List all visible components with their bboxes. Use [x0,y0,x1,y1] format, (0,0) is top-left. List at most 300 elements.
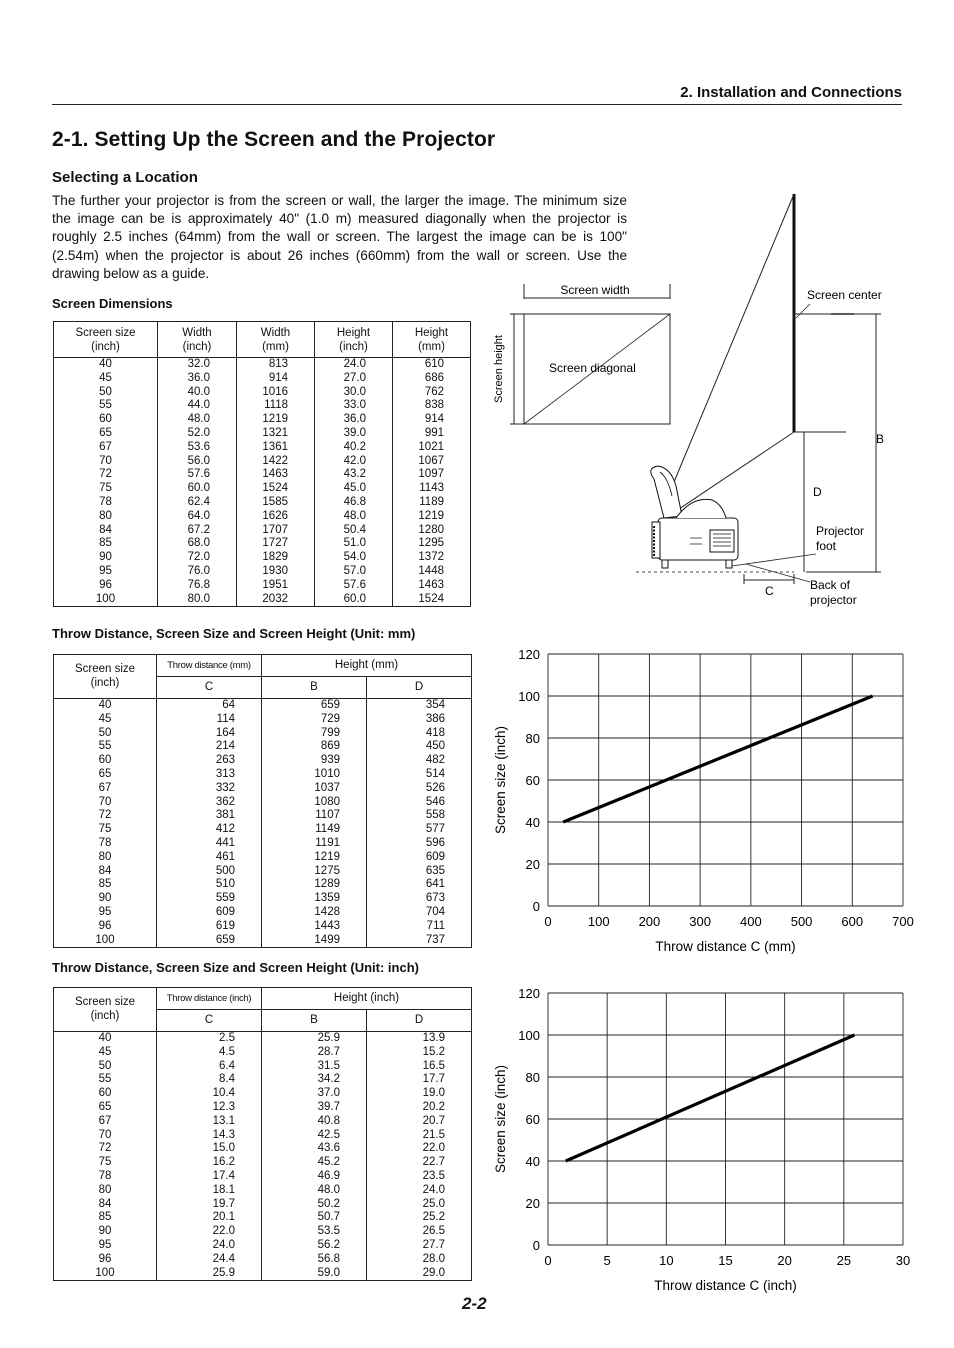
table-cell: 1524 [237,482,315,496]
back-of-projector-pointer [746,564,810,582]
header-cell: Height (mm) [393,322,471,358]
header-screen-size: Screen size (inch) [54,655,157,699]
header-throw-distance: Throw distance (mm) [157,655,262,677]
table-cell: 500 [157,865,262,879]
projector-foot-label: Projector foot [816,524,865,553]
table-row [54,699,472,713]
series-line [563,696,872,822]
table-cell: 60 [54,413,158,427]
table-cell: 635 [367,865,472,879]
table-cell: 1626 [237,510,315,524]
table-cell: 50.4 [315,524,393,538]
table-cell: 27.7 [367,1239,472,1253]
table-cell: 96 [54,920,157,934]
table-cell: 90 [54,1225,157,1239]
screen-illustration [493,283,670,424]
installation-diagram [486,186,906,616]
table-cell: 90 [54,892,157,906]
x-tick-label: 15 [718,1253,733,1268]
table-cell: 1359 [262,892,367,906]
table-row [54,358,471,372]
y-tick-label: 100 [518,1028,540,1043]
table-cell: 40.2 [315,441,393,455]
table-cell: 596 [367,837,472,851]
header-c: C [157,677,262,699]
table-row [54,796,472,810]
table-cell: 418 [367,727,472,741]
table-cell: 72 [54,809,157,823]
table-cell: 46.9 [262,1170,367,1184]
table-row [54,851,472,865]
table-cell: 42.0 [315,455,393,469]
table-cell: 39.7 [262,1101,367,1115]
x-tick-label: 400 [740,914,762,929]
header-cell: Height (inch) [315,322,393,358]
table-cell: 34.2 [262,1073,367,1087]
throw-distance-inch-table [53,987,472,1281]
table-cell: 386 [367,713,472,727]
table-row [54,1060,472,1074]
table-row [54,727,472,741]
table-cell: 85 [54,1211,157,1225]
table-cell: 78 [54,496,158,510]
table-cell: 40.8 [262,1115,367,1129]
header-cell: Width (mm) [237,322,315,358]
table-cell: 1016 [237,386,315,400]
table-cell: 30.0 [315,386,393,400]
table-cell: 729 [262,713,367,727]
table-cell: 838 [393,399,471,413]
projection-ray-top [664,194,794,506]
back-of-projector-label: Back of projector [810,578,857,607]
table-row [54,1073,472,1087]
table-cell: 16.5 [367,1060,472,1074]
table-row [54,372,471,386]
table-cell: 57.6 [158,468,237,482]
table-cell: 1707 [237,524,315,538]
table-cell: 80 [54,510,158,524]
x-tick-label: 25 [836,1253,852,1268]
table-cell: 24.4 [157,1253,262,1267]
table-cell: 53.5 [262,1225,367,1239]
table-cell: 24.0 [315,358,393,372]
table-cell: 56.0 [158,455,237,469]
table-row [54,1225,472,1239]
table-cell: 762 [393,386,471,400]
table-cell: 26.5 [367,1225,472,1239]
table-cell: 78 [54,837,157,851]
table-cell: 46.8 [315,496,393,510]
table-cell: 22.0 [157,1225,262,1239]
table-row [54,579,471,593]
table-cell: 25.0 [367,1198,472,1212]
table-row [54,455,471,469]
table-cell: 461 [157,851,262,865]
table-cell: 43.2 [315,468,393,482]
table-cell: 67 [54,1115,157,1129]
table-cell: 67.2 [158,524,237,538]
x-tick-label: 20 [777,1253,792,1268]
y-tick-label: 120 [518,647,540,662]
x-tick-label: 700 [892,914,914,929]
header-d: D [367,1010,472,1032]
table-row [54,1184,472,1198]
table-row [54,920,472,934]
table-cell: 4.5 [157,1046,262,1060]
table-cell: 313 [157,768,262,782]
table-cell: 619 [157,920,262,934]
table-cell: 1295 [393,537,471,551]
table-cell: 20.1 [157,1211,262,1225]
dimension-d-label: D [813,485,822,499]
header-b: B [262,677,367,699]
table-row [54,551,471,565]
table-cell: 991 [393,427,471,441]
dimensions-table-caption: Screen Dimensions [52,296,173,311]
table-cell: 50.7 [262,1211,367,1225]
table-row [54,524,471,538]
table-cell: 70 [54,455,158,469]
table-cell: 84 [54,524,158,538]
table-cell: 48.0 [262,1184,367,1198]
table-cell: 50 [54,1060,157,1074]
table-row [54,386,471,400]
table-cell: 1585 [237,496,315,510]
table-cell: 24.0 [157,1239,262,1253]
table-cell: 412 [157,823,262,837]
table-cell: 33.0 [315,399,393,413]
y-tick-label: 80 [525,1070,540,1085]
screen-height-label: Screen height [493,335,505,403]
table-cell: 362 [157,796,262,810]
table-cell: 50 [54,386,158,400]
table-cell: 2.5 [157,1032,262,1046]
table-cell: 44.0 [158,399,237,413]
table-cell: 1448 [393,565,471,579]
table-cell: 15.0 [157,1142,262,1156]
table-cell: 21.5 [367,1129,472,1143]
table-cell: 546 [367,796,472,810]
table-cell: 20.2 [367,1101,472,1115]
table-cell: 17.4 [157,1170,262,1184]
table-row [54,1032,472,1046]
table-cell: 1149 [262,823,367,837]
table-cell: 1021 [393,441,471,455]
table-cell: 76.8 [158,579,237,593]
header-cell: Width (inch) [158,322,237,358]
x-tick-label: 600 [841,914,864,929]
table-cell: 22.7 [367,1156,472,1170]
throw-distance-mm-table [53,654,472,948]
table-cell: 100 [54,593,158,607]
table-cell: 813 [237,358,315,372]
table-cell: 1428 [262,906,367,920]
table-cell: 84 [54,865,157,879]
table-cell: 737 [367,934,472,948]
table-cell: 1422 [237,455,315,469]
table-cell: 450 [367,740,472,754]
throw-inch-table-caption: Throw Distance, Screen Size and Screen Height (Unit: inch) [52,960,419,975]
table-cell: 56.2 [262,1239,367,1253]
table-cell: 23.5 [367,1170,472,1184]
table-cell: 95 [54,906,157,920]
table-cell: 15.2 [367,1046,472,1060]
table-cell: 70 [54,1129,157,1143]
table-cell: 65 [54,1101,157,1115]
x-tick-label: 30 [895,1253,911,1268]
screen-center-pointer [796,304,810,318]
y-tick-label: 100 [518,689,540,704]
table-row [54,1198,472,1212]
table-cell: 59.0 [262,1267,367,1281]
table-cell: 609 [157,906,262,920]
table-cell: 62.4 [158,496,237,510]
table-row [54,537,471,551]
table-cell: 659 [262,699,367,713]
table-cell: 85 [54,878,157,892]
header-rule [52,104,902,105]
table-row [54,837,472,851]
table-row [54,1115,472,1129]
table-row [54,1211,472,1225]
table-cell: 76.0 [158,565,237,579]
screen-center-label: Screen center [807,288,882,302]
x-axis-label: Throw distance C (inch) [654,1278,797,1293]
table-row [54,593,471,607]
page-title: 2-1. Setting Up the Screen and the Projector [52,128,496,151]
table-cell: 1080 [262,796,367,810]
x-tick-label: 300 [689,914,711,929]
table-row [54,892,472,906]
table-cell: 914 [237,372,315,386]
table-cell: 25.9 [157,1267,262,1281]
header-height: Height (mm) [262,655,472,677]
intro-paragraph: The further your projector is from the screen or wall, the larger the image. The minimum size the image can be is approximately 40" (1.0 m) measured diagonally when the projector is roughly 2.5 inches (64mm) from the wall or screen. The largest the image can be is 100" (2.54m) when the projector is about 26 inches (660mm) from the wall or screen. Use the drawing below as a guide. [52,193,627,281]
table-cell: 60.0 [315,593,393,607]
table-cell: 114 [157,713,262,727]
table-cell: 1372 [393,551,471,565]
x-tick-label: 100 [587,914,610,929]
y-tick-label: 20 [525,1196,540,1211]
table-row [54,906,472,920]
projection-ray-bottom [676,432,794,511]
table-cell: 1463 [393,579,471,593]
table-cell: 40.0 [158,386,237,400]
table-cell: 1280 [393,524,471,538]
table-cell: 28.0 [367,1253,472,1267]
table-cell: 8.4 [157,1073,262,1087]
table-cell: 1191 [262,837,367,851]
table-cell: 332 [157,782,262,796]
table-row [54,1170,472,1184]
table-cell: 64.0 [158,510,237,524]
table-cell: 482 [367,754,472,768]
table-cell: 19.7 [157,1198,262,1212]
table-cell: 12.3 [157,1101,262,1115]
table-cell: 1143 [393,482,471,496]
table-cell: 869 [262,740,367,754]
table-cell: 1219 [262,851,367,865]
section-header: 2. Installation and Connections [680,84,902,101]
table-cell: 48.0 [158,413,237,427]
table-cell: 57.6 [315,579,393,593]
table-cell: 40 [54,358,158,372]
table-cell: 2032 [237,593,315,607]
table-cell: 100 [54,934,157,948]
table-cell: 673 [367,892,472,906]
table-cell: 1219 [393,510,471,524]
table-cell: 25.9 [262,1032,367,1046]
table-cell: 45 [54,372,158,386]
table-row [54,768,472,782]
y-tick-label: 60 [525,773,540,788]
table-cell: 22.0 [367,1142,472,1156]
table-cell: 53.6 [158,441,237,455]
throw-mm-table-caption: Throw Distance, Screen Size and Screen Height (Unit: mm) [52,626,416,641]
table-cell: 54.0 [315,551,393,565]
table-cell: 1219 [237,413,315,427]
table-cell: 70 [54,796,157,810]
y-tick-label: 120 [518,986,540,1001]
table-cell: 56.8 [262,1253,367,1267]
table-cell: 50.2 [262,1198,367,1212]
projector-icon [636,466,794,572]
screen-diagonal-label: Screen diagonal [549,361,636,375]
table-cell: 1275 [262,865,367,879]
table-cell: 17.7 [367,1073,472,1087]
table-cell: 1361 [237,441,315,455]
table-cell: 441 [157,837,262,851]
table-cell: 75 [54,1156,157,1170]
table-cell: 1321 [237,427,315,441]
table-cell: 80 [54,851,157,865]
table-cell: 52.0 [158,427,237,441]
table-cell: 610 [393,358,471,372]
header-d: D [367,677,472,699]
table-cell: 526 [367,782,472,796]
header-screen-size: Screen size (inch) [54,988,157,1032]
table-row [54,1156,472,1170]
table-cell: 45.0 [315,482,393,496]
header-height: Height (inch) [262,988,472,1010]
table-cell: 1067 [393,455,471,469]
table-cell: 31.5 [262,1060,367,1074]
table-cell: 13.1 [157,1115,262,1129]
table-cell: 1037 [262,782,367,796]
table-cell: 13.9 [367,1032,472,1046]
series-line [566,1035,855,1161]
table-cell: 263 [157,754,262,768]
table-cell: 75 [54,823,157,837]
table-cell: 45 [54,1046,157,1060]
table-cell: 1010 [262,768,367,782]
table-row [54,1267,472,1281]
table-cell: 43.6 [262,1142,367,1156]
table-cell: 42.5 [262,1129,367,1143]
table-cell: 711 [367,920,472,934]
table-cell: 1930 [237,565,315,579]
table-row [54,468,471,482]
table-cell: 45.2 [262,1156,367,1170]
table-cell: 25.2 [367,1211,472,1225]
table-cell: 28.7 [262,1046,367,1060]
table-cell: 514 [367,768,472,782]
x-axis-label: Throw distance C (mm) [655,939,796,954]
table-cell: 75 [54,482,158,496]
x-tick-label: 200 [638,914,661,929]
table-cell: 100 [54,1267,157,1281]
header-c: C [157,1010,262,1032]
table-cell: 60 [54,754,157,768]
x-tick-label: 0 [544,914,552,929]
dimension-c [744,574,794,598]
table-cell: 24.0 [367,1184,472,1198]
table-cell: 36.0 [158,372,237,386]
table-cell: 80.0 [158,593,237,607]
dimension-c-label: C [765,584,774,598]
table-cell: 78 [54,1170,157,1184]
table-cell: 558 [367,809,472,823]
x-tick-label: 0 [544,1253,552,1268]
table-cell: 96 [54,579,158,593]
table-cell: 10.4 [157,1087,262,1101]
table-cell: 85 [54,537,158,551]
table-cell: 55 [54,1073,157,1087]
table-cell: 914 [393,413,471,427]
table-row [54,740,472,754]
y-tick-label: 40 [525,815,540,830]
table-cell: 32.0 [158,358,237,372]
table-cell: 65 [54,427,158,441]
chart-throw-distance-inch [486,983,911,1295]
table-cell: 67 [54,782,157,796]
x-tick-label: 10 [659,1253,674,1268]
header-b: B [262,1010,367,1032]
table-cell: 1118 [237,399,315,413]
table-cell: 1189 [393,496,471,510]
table-cell: 214 [157,740,262,754]
table-cell: 939 [262,754,367,768]
table-cell: 60.0 [158,482,237,496]
table-row [54,399,471,413]
table-row [54,482,471,496]
table-cell: 68.0 [158,537,237,551]
screen-width-label: Screen width [560,283,630,297]
table-cell: 1829 [237,551,315,565]
table-cell: 16.2 [157,1156,262,1170]
table-cell: 164 [157,727,262,741]
table-cell: 641 [367,878,472,892]
table-row [54,934,472,948]
table-cell: 40 [54,1032,157,1046]
table-cell: 51.0 [315,537,393,551]
table-cell: 96 [54,1253,157,1267]
table-cell: 1727 [237,537,315,551]
table-cell: 1443 [262,920,367,934]
y-axis-label: Screen size (inch) [493,725,508,835]
table-header-row [54,322,471,358]
table-cell: 65 [54,768,157,782]
table-cell: 64 [157,699,262,713]
y-tick-label: 80 [525,731,540,746]
table-cell: 60 [54,1087,157,1101]
y-tick-label: 0 [532,899,540,914]
table-row [54,1129,472,1143]
table-cell: 1289 [262,878,367,892]
table-row [54,1101,472,1115]
y-tick-label: 40 [525,1154,540,1169]
table-row [54,510,471,524]
